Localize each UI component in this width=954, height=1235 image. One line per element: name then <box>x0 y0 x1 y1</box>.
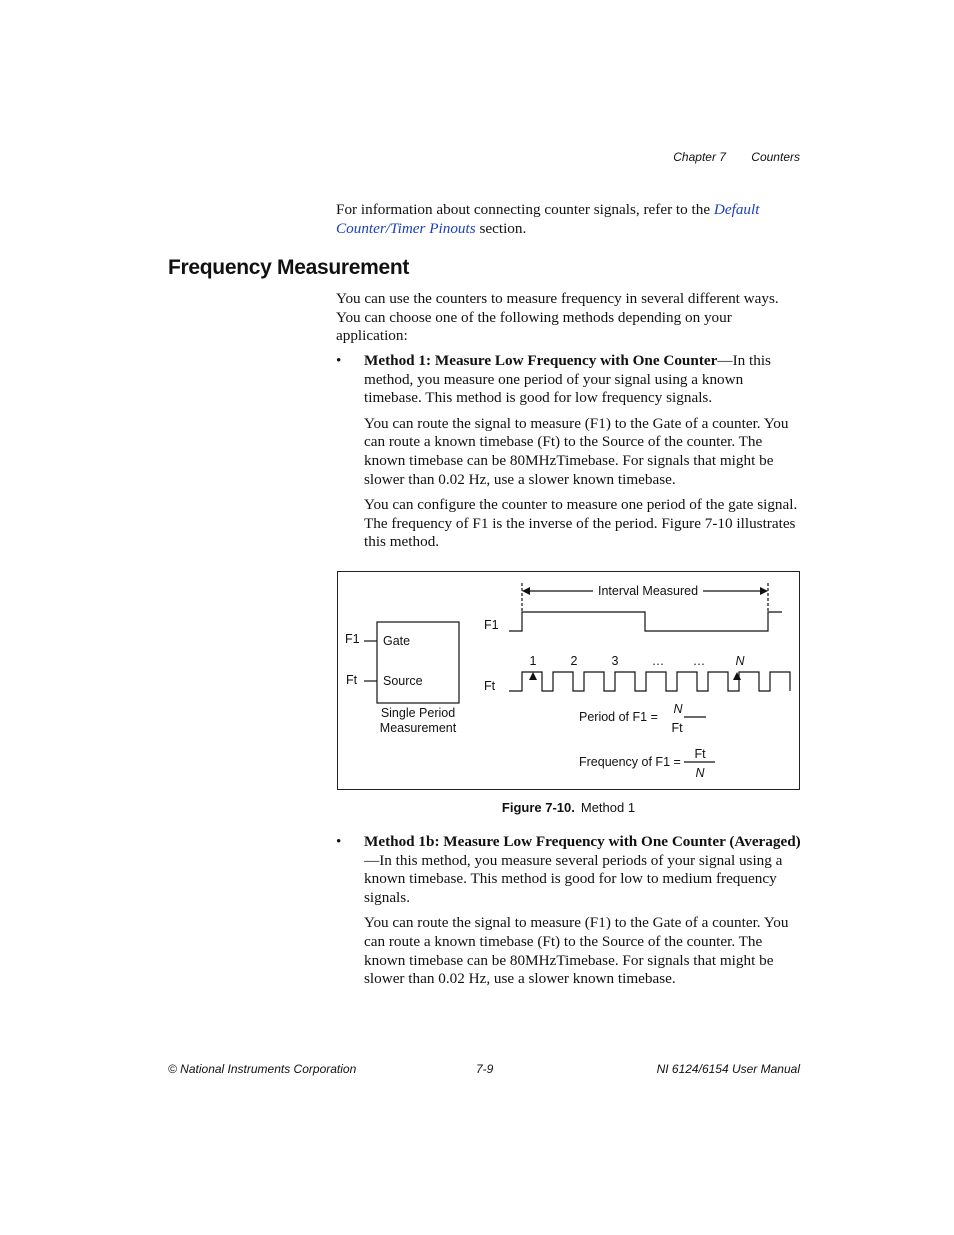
pulse-label: 2 <box>570 654 578 668</box>
method1-diagram <box>338 572 799 789</box>
frequency-denominator: N <box>695 766 705 780</box>
method1b-routing: You can route the signal to measure (F1) to the Gate of a counter. You can route a known timebase (Ft) to the Source of the counter. The known timebase can be 80MHzTimebase. For signals that might be slower than 0.02 Hz, use a slower known timebase. <box>364 914 789 988</box>
figure-number: Figure 7-10. <box>501 800 575 815</box>
period-denominator: Ft <box>671 721 683 735</box>
method1b-title: Method 1b: Measure Low Frequency with One Counter (Averaged) <box>364 833 801 850</box>
pulse-label: N <box>735 654 745 668</box>
figure-7-10 <box>337 571 800 790</box>
section-intro-text: You can use the counters to measure frequency in several different ways. You can choose one of the following methods depending on your application: <box>336 290 779 345</box>
method1-title: Method 1: Measure Low Frequency with One Counter <box>364 352 718 369</box>
header-chapter: Chapter 7 <box>673 150 726 164</box>
interval-label: Interval Measured <box>597 584 699 598</box>
method1-lead: —In this method, you measure one period of your signal using a known timebase. This method is good for low frequency signals. <box>364 352 771 407</box>
arrow-up-icon <box>529 672 537 680</box>
ft-waveform <box>509 672 790 691</box>
pulse-label: 1 <box>529 654 537 668</box>
intro-text: For information about connecting counter signals, refer to the <box>336 201 714 218</box>
block-caption-line2: Measurement <box>379 721 457 735</box>
block-caption-line1: Single Period <box>380 706 456 720</box>
signal-ft-label: Ft <box>484 679 496 693</box>
period-label: Period of F1 = <box>579 710 658 724</box>
arrow-up-icon <box>733 672 741 680</box>
figure-caption <box>337 800 800 815</box>
pulse-label: … <box>651 654 665 668</box>
method1b-item <box>336 833 802 996</box>
section-title: Frequency Measurement <box>168 256 410 279</box>
frequency-numerator: Ft <box>694 747 706 761</box>
header-section: Counters <box>751 150 800 164</box>
block-input-ft: Ft <box>346 673 358 687</box>
pulse-label: 3 <box>611 654 619 668</box>
method1-item <box>336 352 802 559</box>
method1b-lead: —In this method, you measure several periods of your signal using a known timebase. This method is good for low to medium frequency signals. <box>364 851 783 907</box>
signal-f1-label: F1 <box>484 618 499 632</box>
arrow-right-icon <box>760 587 768 595</box>
running-header <box>651 150 800 164</box>
page-number: 7-9 <box>476 1062 494 1076</box>
intro-text-end: section. <box>475 219 527 237</box>
gate-label: Gate <box>383 634 411 648</box>
f1-waveform <box>509 612 782 631</box>
frequency-label: Frequency of F1 = <box>579 755 681 769</box>
footer-left: © National Instruments Corporation <box>168 1062 357 1076</box>
source-label: Source <box>383 674 423 688</box>
arrow-left-icon <box>522 587 530 595</box>
section-intro <box>336 290 802 346</box>
method1-routing: You can route the signal to measure (F1) to the Gate of a counter. You can route a known timebase (Ft) to the Source of the counter. The known timebase can be 80MHzTimebase. For signals that might be slower than 0.02 Hz, use a slower known timebase. <box>364 414 789 488</box>
footer-right: NI 6124/6154 User Manual <box>656 1062 800 1076</box>
intro-paragraph <box>336 201 802 238</box>
method1-configure: You can configure the counter to measure one period of the gate signal. The frequency of F1 is the inverse of the period. Figure 7-10 illustrates this method. <box>364 495 798 551</box>
figure-title: Method 1 <box>580 800 636 815</box>
pulse-label: … <box>692 654 706 668</box>
block-input-f1: F1 <box>345 632 360 646</box>
bullet-icon: • <box>336 352 342 369</box>
default-pinouts-link[interactable]: Default Counter/Timer Pinouts <box>336 201 760 237</box>
bullet-icon: • <box>336 833 342 850</box>
period-numerator: N <box>673 702 683 716</box>
